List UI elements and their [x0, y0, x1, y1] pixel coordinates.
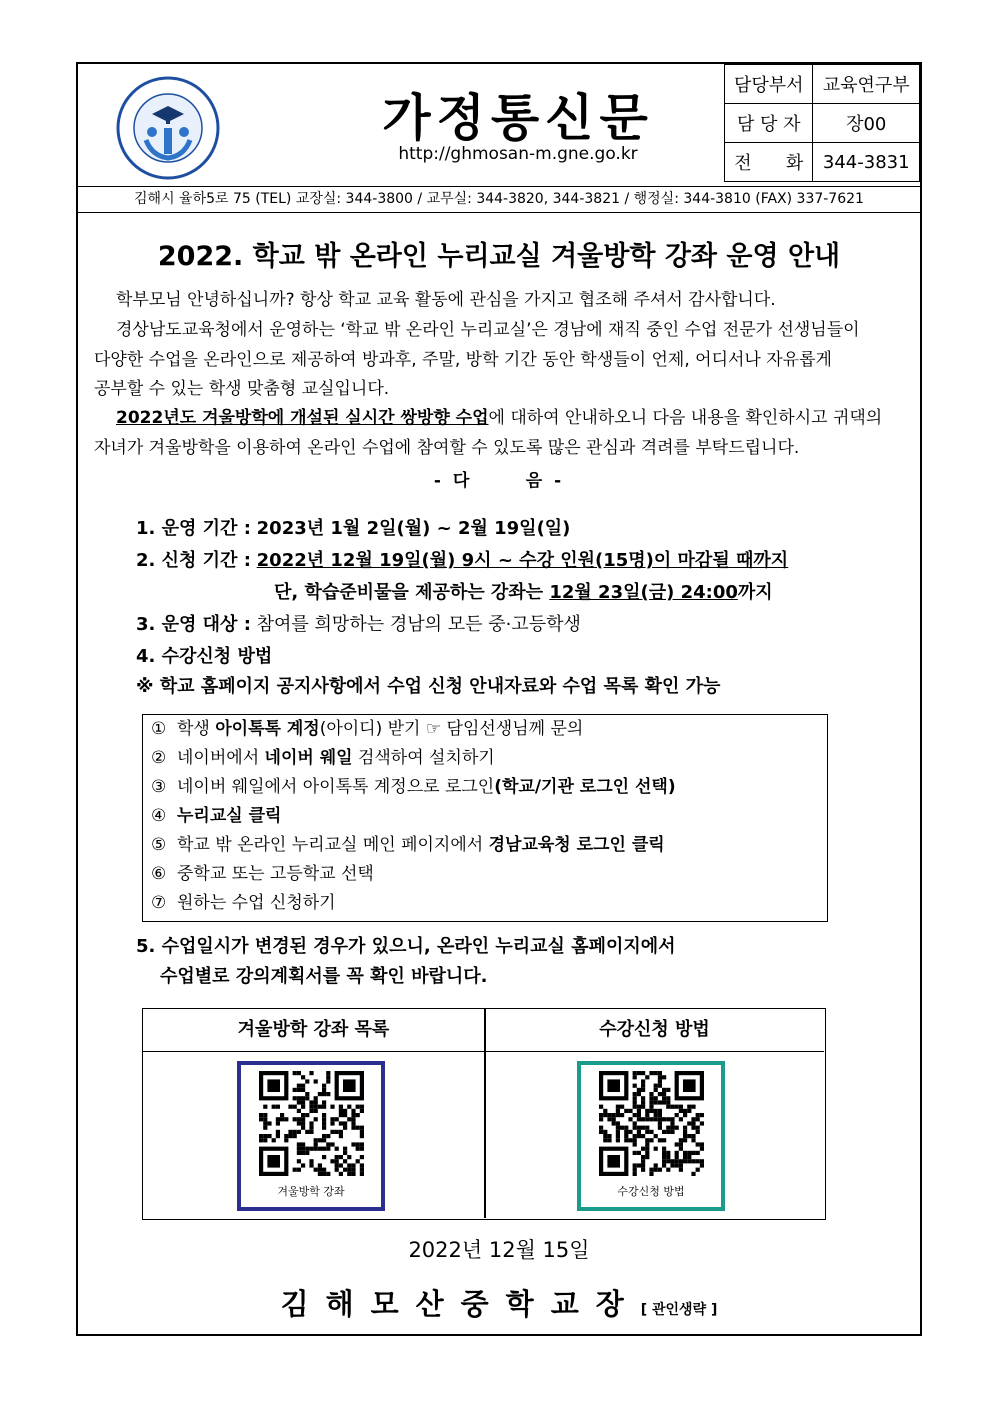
note-text: 단, 학습준비물을 제공하는 강좌는: [274, 582, 550, 603]
intro-line: 경상남도교육청에서 운영하는 ‘학교 밖 온라인 누리교실’은 경남에 재직 중인 수업 전문가 선생님들이: [116, 320, 860, 340]
homepage-notice: [136, 672, 720, 702]
qr-code-courses[interactable]: [237, 1061, 385, 1211]
page-title: 가정통신문: [382, 89, 654, 147]
request-paragraph: [94, 404, 908, 463]
principal-signature: [78, 1282, 920, 1323]
item-label: 2. 신청 기간 :: [136, 550, 251, 571]
section-divider-label: - 다 음 -: [433, 471, 565, 491]
step-text: 학생: [177, 719, 216, 739]
item-value: 2023년 1월 2일(월) ~ 2월 19일(일): [256, 518, 571, 539]
header: [78, 64, 920, 187]
school-address: 김해시 율하5로 75 (TEL) 교장실: 344-3800 / 교무실: 344-3820, 344-3821 / 행정실: 344-3810 (FAX) 337-7621: [78, 186, 920, 213]
item-apply-note: [274, 578, 773, 608]
intro-line: 공부할 수 있는 학생 맞춤형 교실입니다.: [94, 379, 390, 399]
qr-header-method: 수강신청 방법: [485, 1009, 824, 1052]
request-line: 자녀가 겨울방학을 이용하여 온라인 수업에 참여할 수 있도록 많은 관심과 격려를 부탁드립니다.: [94, 437, 800, 458]
intro-line: 다양한 수업을 온라인으로 제공하여 방과후, 주말, 방학 기간 동안 학생들이 언제, 어디서나 자유롭게: [94, 349, 832, 370]
signup-steps-box: [142, 714, 828, 922]
item-label: 3. 운영 대상 :: [136, 614, 251, 635]
step-item: [151, 831, 665, 860]
issue-date: 2022년 12월 15일: [408, 1238, 590, 1262]
item-target: [136, 610, 581, 640]
info-row: [725, 143, 920, 182]
info-value: 344-3831: [813, 143, 920, 182]
item-value: 참여를 희망하는 경남의 모든 중·고등학생: [256, 614, 581, 635]
info-key: 담당부서: [725, 65, 813, 104]
step-text: 네이버 웨일에서 아이톡톡 계정으로 로그인: [177, 777, 495, 797]
step-text: (아이디) 받기 ☞ 담임선생님께 문의: [319, 719, 584, 739]
step-number: ①: [151, 719, 167, 739]
step-text: 원하는 수업 신청하기: [177, 893, 336, 913]
info-row: [725, 104, 920, 143]
step-item: [151, 802, 281, 831]
item-method: [136, 642, 272, 672]
step-emphasis: 네이버 웨일: [264, 748, 353, 768]
step-item: [151, 773, 676, 802]
info-row: [725, 65, 920, 104]
notice-headline: 2022. 학교 밖 온라인 누리교실 겨울방학 강좌 운영 안내: [157, 241, 841, 272]
info-key: 담 당 자: [725, 104, 813, 143]
step-item: [151, 889, 336, 918]
request-line: [94, 404, 908, 434]
info-value: 장00: [813, 104, 920, 143]
item-value: 2022년 12월 19일(월) 9시 ~ 수강 인원(15명)이 마감될 때까지: [256, 550, 789, 571]
item-label: 1. 운영 기간 :: [136, 518, 251, 539]
step-text: 중학교 또는 고등학교 선택: [177, 864, 374, 884]
notice-text: ※ 학교 홈페이지 공지사항에서 수업 신청 안내자료와 수업 목록 확인 가능: [136, 676, 721, 697]
step-emphasis: 아이톡톡 계정: [215, 719, 320, 739]
greeting-text: 학부모님 안녕하십니까? 항상 학교 교육 활동에 관심을 가지고 협조해 주셔서 감사합니다.: [116, 290, 776, 310]
info-value: 교육연구부: [813, 65, 920, 104]
note-date: 12월 23일(금) 24:00: [549, 582, 738, 603]
step-number: ③: [151, 777, 167, 797]
seal-note: [ 관인생략 ]: [640, 1302, 718, 1318]
document-frame: [76, 62, 922, 1336]
note-text: 까지: [737, 582, 773, 603]
qr-code-icon: [241, 1069, 381, 1181]
step-number: ⑦: [151, 893, 167, 913]
intro-paragraph: [94, 316, 908, 405]
step-number: ⑥: [151, 864, 167, 884]
highlight-text: 2022년도 겨울방학에 개설된 실시간 쌍방향 수업: [116, 408, 489, 428]
school-url[interactable]: http://ghmosan-m.gne.go.kr: [398, 144, 638, 164]
info-key: 전 화: [725, 143, 813, 182]
step-item: [151, 715, 583, 744]
request-text: 에 대하여 안내하오니 다음 내용을 확인하시고 귀댁의: [488, 408, 883, 428]
item-period: [136, 514, 570, 544]
schedule-line: 수업별로 강의계획서를 꼭 확인 바랍니다.: [160, 966, 488, 987]
step-text: 학교 밖 온라인 누리교실 메인 페이지에서: [177, 835, 489, 855]
qr-code-icon: [581, 1069, 721, 1181]
step-number: ②: [151, 748, 167, 768]
greeting-paragraph: [94, 286, 908, 316]
step-number: ⑤: [151, 835, 167, 855]
step-emphasis: (학교/기관 로그인 선택): [494, 777, 676, 797]
schedule-line: 5. 수업일시가 변경된 경우가 있으니, 온라인 누리교실 홈페이지에서: [136, 936, 676, 957]
step-text: 검색하여 설치하기: [352, 748, 495, 768]
step-item: [151, 860, 374, 889]
qr-header-courses: 겨울방학 강좌 목록: [143, 1009, 484, 1052]
qr-caption: 겨울방학 강좌: [277, 1185, 345, 1198]
item-label: 4. 수강신청 방법: [136, 646, 273, 667]
contact-info-table: [724, 64, 920, 182]
school-logo-icon: [108, 70, 228, 180]
step-number: ④: [151, 806, 167, 826]
qr-caption: 수강신청 방법: [617, 1185, 685, 1198]
step-emphasis: 경남교육청 로그인 클릭: [488, 835, 665, 855]
step-emphasis: 누리교실 클릭: [177, 806, 282, 826]
qr-code-method[interactable]: [577, 1061, 725, 1211]
item-schedule-change: [136, 932, 676, 992]
step-item: [151, 744, 495, 773]
step-text: 네이버에서: [177, 748, 265, 768]
qr-code-table: [142, 1008, 826, 1220]
signature-text: 김해모산중학교장: [280, 1287, 641, 1321]
table-divider: [484, 1009, 486, 1218]
item-apply-period: [136, 546, 788, 576]
